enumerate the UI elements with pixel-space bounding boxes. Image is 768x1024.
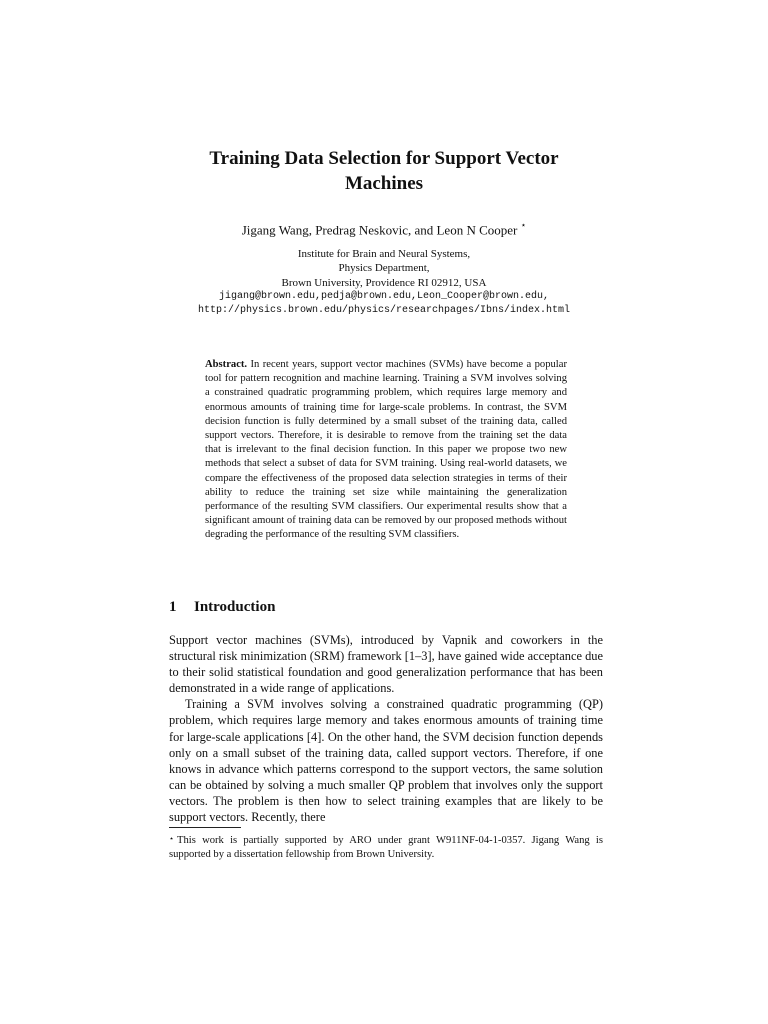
affiliation-block <box>130 247 638 318</box>
title-line-1: Training Data Selection for Support Vector <box>209 148 559 169</box>
footnote-mark: ⋆ <box>169 834 175 843</box>
paragraph-2: Training a SVM involves solving a constrained quadratic programming (QP) problem, which requires large memory and takes enormous amounts of training time for large-scale applications [4]. On the other hand, the SVM decision function depends only on a small subset of the training data, called support vectors. Therefore, if one knows in advance which patterns correspond to the support vectors, the same solution can be obtained by solving a much smaller QP problem that involves only the support vectors. The problem is then how to select training examples that are likely to be support vectors. Recently, there <box>169 697 603 825</box>
author-emails: jigang@brown.edu,pedja@brown.edu,Leon_Cooper@brown.edu, <box>218 290 550 302</box>
abstract <box>205 358 567 543</box>
footnote <box>169 832 603 862</box>
title-line-2: Machines <box>344 173 424 194</box>
author-footnote-mark: ⋆ <box>520 220 527 230</box>
author-list <box>130 217 638 239</box>
abstract-label: Abstract. <box>205 359 248 370</box>
affiliation-line-2: Physics Department, <box>338 262 430 275</box>
footnote-text: This work is partially supported by ARO under grant W911NF-04-1-0357. Jigang Wang is supported by a dissertation fellowship from Brown University. <box>169 835 603 860</box>
affiliation-line-3: Brown University, Providence RI 02912, USA <box>281 276 487 289</box>
abstract-text: In recent years, support vector machines (SVMs) have become a popular tool for pattern recognition and machine learning. Training a SVM involves solving a constrained quadratic programming problem, which requires large memory and enormous amounts of training time for large-scale problems. In contrast, the SVM decision function is fully determined by a small subset of the training data, called support vectors. Therefore, it is desirable to remove from the training set the data that is irrelevant to the final decision function. In this paper we propose two new methods that select a subset of data for SVM training. Using real-world datasets, we compare the effectiveness of the proposed data selection strategies in terms of their ability to reduce the training set size while maintaining the generalization performance of the resulting SVM classifiers. Our experimental results show that a significant amount of training data can be removed by our proposed methods without degrading the performance of the resulting SVM classifiers. <box>205 359 567 541</box>
section-heading <box>169 599 275 616</box>
paper-title <box>130 146 638 196</box>
affiliation-line-1: Institute for Brain and Neural Systems, <box>297 248 471 260</box>
section-title: Introduction <box>194 599 276 615</box>
paragraph-1: Support vector machines (SVMs), introduced by Vapnik and coworkers in the structural risk minimization (SRM) framework [1–3], have gained wide acceptance due to their solid statistical foundation and good generalization performance that has been demonstrated in a wide range of applications. <box>169 633 603 696</box>
section-number: 1 <box>169 599 177 615</box>
body-text <box>169 632 603 825</box>
authors-text: Jigang Wang, Predrag Neskovic, and Leon N Cooper <box>241 222 518 238</box>
institute-url: http://physics.brown.edu/physics/researchpages/Ibns/index.html <box>197 305 571 317</box>
footnote-rule <box>169 827 241 828</box>
